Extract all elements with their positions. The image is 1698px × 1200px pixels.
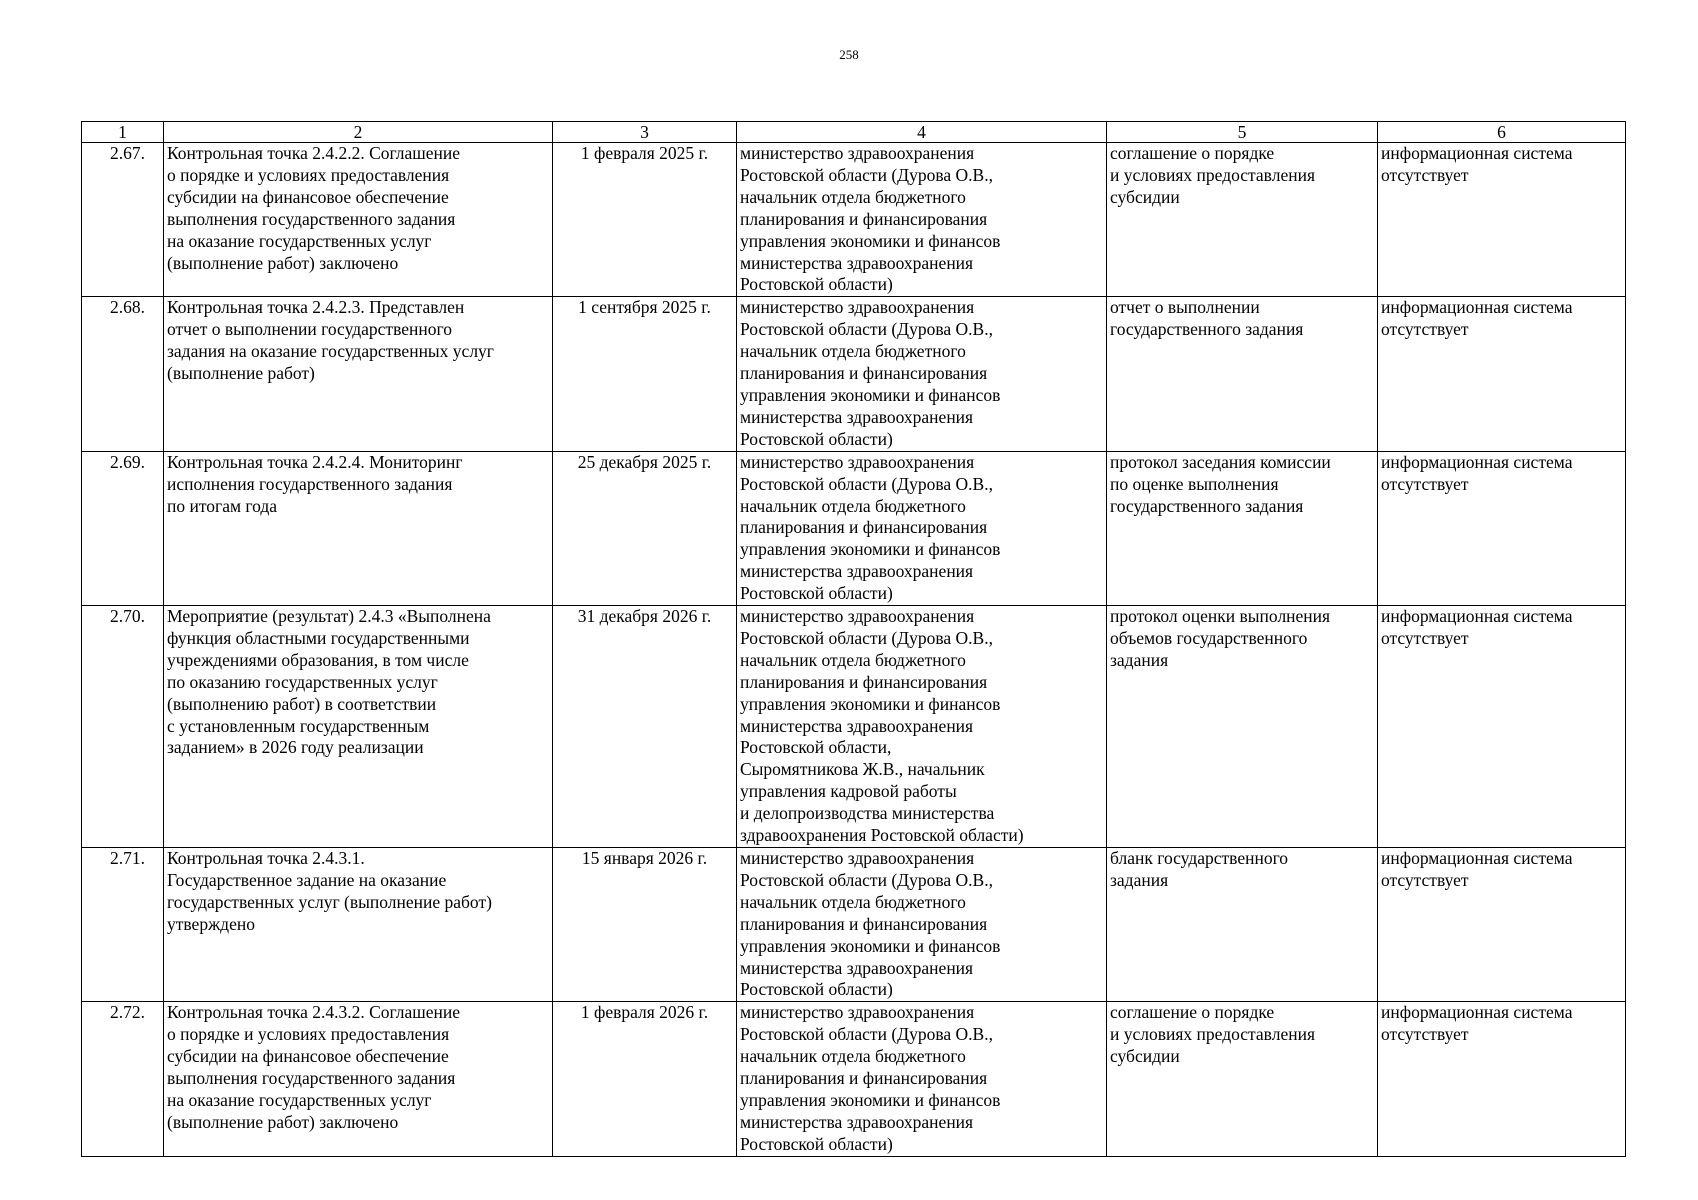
row-information-system: информационная система отсутствует bbox=[1378, 451, 1626, 605]
row-number: 2.71. bbox=[82, 848, 164, 1002]
row-information-system: информационная система отсутствует bbox=[1378, 848, 1626, 1002]
control-points-table bbox=[81, 121, 1626, 1157]
row-name: Контрольная точка 2.4.3.2. Соглашение о порядке и условиях предоставления субсидии на финансовое обеспечение выполнения государственного задания на оказание государственных услуг (выполнение работ) заключено bbox=[164, 1002, 553, 1156]
table-row bbox=[82, 848, 1626, 1002]
row-responsible: министерство здравоохранения Ростовской области (Дурова О.В., начальник отдела бюджетного планирования и финансирования управления экономики и финансов министерства здравоохранения Ростовской области) bbox=[737, 451, 1107, 605]
row-information-system: информационная система отсутствует bbox=[1378, 143, 1626, 297]
table-row bbox=[82, 143, 1626, 297]
table-row bbox=[82, 297, 1626, 451]
row-document: протокол заседания комиссии по оценке выполнения государственного задания bbox=[1107, 451, 1378, 605]
row-date: 1 февраля 2025 г. bbox=[553, 143, 737, 297]
row-document: протокол оценки выполнения объемов государственного задания bbox=[1107, 606, 1378, 848]
row-number: 2.67. bbox=[82, 143, 164, 297]
row-name: Контрольная точка 2.4.2.2. Соглашение о порядке и условиях предоставления субсидии на финансовое обеспечение выполнения государственного задания на оказание государственных услуг (выполнение работ) заключено bbox=[164, 143, 553, 297]
row-date: 31 декабря 2026 г. bbox=[553, 606, 737, 848]
row-name: Мероприятие (результат) 2.4.3 «Выполнена функция областными государственными учреждениями образования, в том числе по оказанию государственных услуг (выполнению работ) в соответствии с установленным государственным заданием» в 2026 году реализации bbox=[164, 606, 553, 848]
row-number: 2.72. bbox=[82, 1002, 164, 1156]
row-date: 25 декабря 2025 г. bbox=[553, 451, 737, 605]
row-date: 1 сентября 2025 г. bbox=[553, 297, 737, 451]
row-date: 15 января 2026 г. bbox=[553, 848, 737, 1002]
column-header-6: 6 bbox=[1378, 122, 1626, 143]
row-document: отчет о выполнении государственного задания bbox=[1107, 297, 1378, 451]
column-header-5: 5 bbox=[1107, 122, 1378, 143]
column-number-row bbox=[82, 122, 1626, 143]
row-responsible: министерство здравоохранения Ростовской области (Дурова О.В., начальник отдела бюджетного планирования и финансирования управления экономики и финансов министерства здравоохранения Ростовской области) bbox=[737, 1002, 1107, 1156]
table-row bbox=[82, 606, 1626, 848]
row-responsible: министерство здравоохранения Ростовской области (Дурова О.В., начальник отдела бюджетного планирования и финансирования управления экономики и финансов министерства здравоохранения Ростовской области) bbox=[737, 143, 1107, 297]
row-document: соглашение о порядке и условиях предоставления субсидии bbox=[1107, 143, 1378, 297]
column-header-3: 3 bbox=[553, 122, 737, 143]
column-header-2: 2 bbox=[164, 122, 553, 143]
row-date: 1 февраля 2026 г. bbox=[553, 1002, 737, 1156]
row-number: 2.70. bbox=[82, 606, 164, 848]
row-document: бланк государственного задания bbox=[1107, 848, 1378, 1002]
row-number: 2.69. bbox=[82, 451, 164, 605]
column-header-4: 4 bbox=[737, 122, 1107, 143]
page-number: 258 bbox=[839, 47, 859, 62]
row-name: Контрольная точка 2.4.2.3. Представлен отчет о выполнении государственного задания на оказание государственных услуг (выполнение работ) bbox=[164, 297, 553, 451]
row-information-system: информационная система отсутствует bbox=[1378, 606, 1626, 848]
row-number: 2.68. bbox=[82, 297, 164, 451]
row-document: соглашение о порядке и условиях предоставления субсидии bbox=[1107, 1002, 1378, 1156]
row-responsible: министерство здравоохранения Ростовской области (Дурова О.В., начальник отдела бюджетного планирования и финансирования управления экономики и финансов министерства здравоохранения Ростовской области, Сыромятникова Ж.В., начальник управления кадровой работы и делопроизводства министерства здравоохранения Ростовской области) bbox=[737, 606, 1107, 848]
row-information-system: информационная система отсутствует bbox=[1378, 1002, 1626, 1156]
column-header-1: 1 bbox=[82, 122, 164, 143]
row-name: Контрольная точка 2.4.2.4. Мониторинг исполнения государственного задания по итогам года bbox=[164, 451, 553, 605]
row-information-system: информационная система отсутствует bbox=[1378, 297, 1626, 451]
table-row bbox=[82, 451, 1626, 605]
row-responsible: министерство здравоохранения Ростовской области (Дурова О.В., начальник отдела бюджетного планирования и финансирования управления экономики и финансов министерства здравоохранения Ростовской области) bbox=[737, 297, 1107, 451]
row-responsible: министерство здравоохранения Ростовской области (Дурова О.В., начальник отдела бюджетного планирования и финансирования управления экономики и финансов министерства здравоохранения Ростовской области) bbox=[737, 848, 1107, 1002]
row-name: Контрольная точка 2.4.3.1. Государственное задание на оказание государственных услуг (выполнение работ) утверждено bbox=[164, 848, 553, 1002]
table-row bbox=[82, 1002, 1626, 1156]
